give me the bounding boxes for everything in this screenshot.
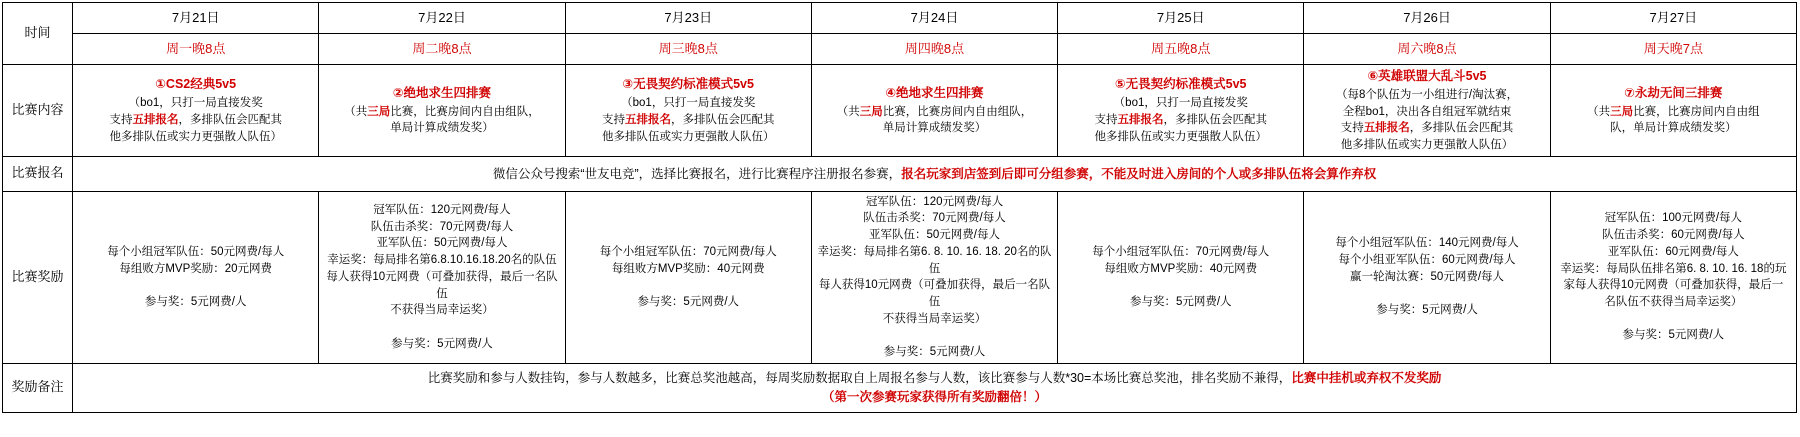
match-body-3: （共三局比赛，比赛房间内自由组队， 单局计算成绩发奖） xyxy=(836,105,1033,135)
reward-cell-4: 每个小组冠军队伍：70元网费/每人 每组败方MVP奖励：40元网费 参与奖：5元网费/人 xyxy=(1058,191,1304,363)
match-title-0: ①CS2经典5v5 xyxy=(155,77,237,92)
match-title-2: ③无畏契约标准模式5v5 xyxy=(622,77,754,92)
content-cell-5 xyxy=(1304,65,1550,157)
weekday-cell-4: 周五晚8点 xyxy=(1058,34,1304,65)
date-cell-1: 7月22日 xyxy=(319,3,565,34)
row-label-reward: 比赛奖励 xyxy=(3,191,73,363)
note-line-2: （第一次参赛玩家获得所有奖励翻倍！） xyxy=(822,389,1048,404)
match-body-2: （bo1，只打一局直接发奖 支持五排报名，多排队伍会匹配其 他多排队伍或实力更强散人队伍） xyxy=(601,97,775,143)
table-row-weekday xyxy=(3,34,1797,65)
reward-cell-0: 每个小组冠军队伍：50元网费/每人 每组败方MVP奖励：20元网费 参与奖：5元网费/人 xyxy=(73,191,319,363)
row-label-note: 奖励备注 xyxy=(3,363,73,412)
content-cell-3 xyxy=(811,65,1057,157)
note-line-1-black: 比赛奖励和参与人数挂钩，参与人数越多，比赛总奖池越高，每周奖励数据取自上周报名参与人数，该比赛参与人数*30=本场比赛总奖池，排名奖励不兼得， xyxy=(427,371,1292,386)
reward-cell-5: 每个小组冠军队伍：140元网费/每人 每个小组亚军队伍：60元网费/每人 赢一轮淘汰赛：50元网费/每人 参与奖：5元网费/人 xyxy=(1304,191,1550,363)
row-label-time: 时间 xyxy=(3,3,73,65)
table-row-note xyxy=(3,363,1797,412)
weekday-cell-2: 周三晚8点 xyxy=(565,34,811,65)
weekday-cell-0: 周一晚8点 xyxy=(73,34,319,65)
weekday-cell-1: 周二晚8点 xyxy=(319,34,565,65)
row-label-signup: 比赛报名 xyxy=(3,156,73,191)
content-cell-1 xyxy=(319,65,565,157)
date-cell-5: 7月26日 xyxy=(1304,3,1550,34)
weekday-cell-5: 周六晚8点 xyxy=(1304,34,1550,65)
table-row-reward xyxy=(3,191,1797,363)
reward-cell-1: 冠军队伍：120元网费/每人 队伍击杀奖：70元网费/每人 亚军队伍：50元网费/每人 幸运奖：每局排名第6.8.10.16.18.20名的队伍 每人获得10元网费（可叠加获得，最后一名队伍 不获得当局幸运奖） 参与奖：5元网费/人 xyxy=(319,191,565,363)
table-row-date xyxy=(3,3,1797,34)
signup-text-black: 微信公众号搜索“世友电竞”，选择比赛报名，进行比赛程序注册报名参赛， xyxy=(492,166,902,181)
content-cell-0 xyxy=(73,65,319,157)
table-row-signup xyxy=(3,156,1797,191)
row-label-content: 比赛内容 xyxy=(3,65,73,157)
match-body-4: （bo1，只打一局直接发奖 支持五排报名，多排队伍会匹配其 他多排队伍或实力更强散人队伍） xyxy=(1094,97,1268,143)
date-cell-0: 7月21日 xyxy=(73,3,319,34)
match-title-1: ②绝地求生四排赛 xyxy=(392,85,492,100)
note-cell xyxy=(73,363,1797,412)
match-body-0: （bo1，只打一局直接发奖 支持五排报名，多排队伍会匹配其 他多排队伍或实力更强散人队伍） xyxy=(109,97,282,143)
match-title-4: ⑤无畏契约标准模式5v5 xyxy=(1115,77,1247,92)
match-title-6: ⑦永劫无间三排赛 xyxy=(1624,85,1723,100)
content-cell-6 xyxy=(1550,65,1796,157)
signup-cell xyxy=(73,156,1797,191)
date-cell-6: 7月27日 xyxy=(1550,3,1796,34)
date-cell-4: 7月25日 xyxy=(1058,3,1304,34)
reward-cell-3: 冠军队伍：120元网费/每人 队伍击杀奖：70元网费/每人 亚军队伍：50元网费/每人 幸运奖：每局排名第6. 8. 10. 16. 18. 20名的队伍 每人获得10元网费（可叠加获得，最后一名队伍 不获得当局幸运奖） 参与奖：5元网费/人 xyxy=(811,191,1057,363)
note-line-1 xyxy=(76,369,1793,387)
date-cell-2: 7月23日 xyxy=(565,3,811,34)
date-cell-3: 7月24日 xyxy=(811,3,1057,34)
match-body-6: （共三局比赛，比赛房间内自由组 队，单局计算成绩发奖） xyxy=(1587,105,1760,135)
schedule-table xyxy=(2,2,1797,413)
match-title-3: ④绝地求生四排赛 xyxy=(885,85,984,100)
table-row-content xyxy=(3,65,1797,157)
match-title-5: ⑥英雄联盟大乱斗5v5 xyxy=(1367,69,1487,83)
signup-text-red: 报名玩家到店签到后即可分组参赛，不能及时进入房间的个人或多排队伍将会算作弃权 xyxy=(901,166,1377,181)
content-cell-2 xyxy=(565,65,811,157)
reward-cell-6: 冠军队伍：100元网费/每人 队伍击杀奖：60元网费/每人 亚军队伍：60元网费/每人 幸运奖：每局队伍排名第6. 8. 10. 16. 18的玩 家每人获得10元网费（可叠加获得，最后一 名队伍不获得当局幸运奖） 参与奖：5元网费/人 xyxy=(1550,191,1796,363)
match-body-5: （每8个队伍为一小组进行/淘汰赛， 全程bo1，决出各自组冠军就结束 支持五排报名，多排队伍会匹配其 他多排队伍或实力更强散人队伍） xyxy=(1335,89,1519,152)
weekday-cell-3: 周四晚8点 xyxy=(811,34,1057,65)
reward-cell-2: 每个小组冠军队伍：70元网费/每人 每组败方MVP奖励：40元网费 参与奖：5元网费/人 xyxy=(565,191,811,363)
note-line-1-red: 比赛中挂机或弃权不发奖励 xyxy=(1291,371,1442,386)
match-body-1: （共三局比赛，比赛房间内自由组队， 单局计算成绩发奖） xyxy=(344,105,540,135)
weekday-cell-6: 周天晚7点 xyxy=(1550,34,1796,65)
content-cell-4 xyxy=(1058,65,1304,157)
